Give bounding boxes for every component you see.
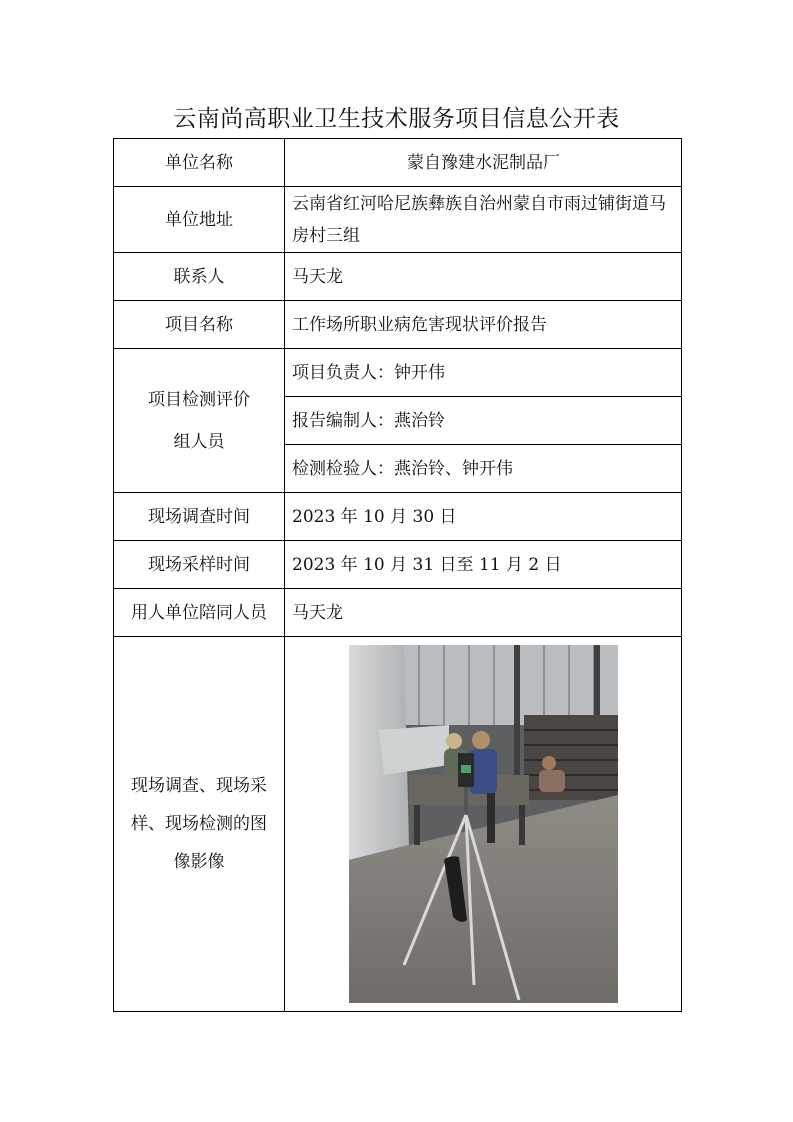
value-contact: 马天龙 [285,253,682,301]
row-project-name [114,301,682,349]
row-survey-time [114,493,682,541]
team-member-1: 项目负责人：钟开伟 [285,349,682,397]
label-unit-name: 单位名称 [114,139,285,187]
photo-cell [285,637,682,1012]
label-project-name: 项目名称 [114,301,285,349]
value-escort: 马天龙 [285,589,682,637]
table-leg [414,805,420,845]
label-team [114,349,285,493]
worker-leg [487,793,495,843]
label-team-line1: 项目检测评价 [148,389,250,410]
page-title: 云南尚高职业卫生技术服务项目信息公开表 [173,106,620,132]
tripod-head [464,787,468,817]
label-escort: 用人单位陪同人员 [114,589,285,637]
label-unit-address: 单位地址 [114,187,285,253]
team-member-2: 报告编制人：燕治铃 [285,397,682,445]
label-images-line1: 现场调查、现场采 [131,776,267,796]
worker-3-head [542,756,556,770]
value-project-name: 工作场所职业病危害现状评价报告 [285,301,682,349]
row-contact [114,253,682,301]
roof-panel [404,645,618,725]
row-images [114,637,682,1012]
value-sampling-time: 2023 年 10 月 31 日至 11 月 2 日 [285,541,682,589]
site-photo [349,645,618,1003]
label-images [114,637,285,1012]
label-images-line2: 样、现场检测的图 [131,814,267,834]
worker-head [472,731,490,749]
row-sampling-time [114,541,682,589]
row-escort [114,589,682,637]
steel-column [514,645,520,775]
value-survey-time: 2023 年 10 月 30 日 [285,493,682,541]
team-member-3: 检测检验人：燕治铃、钟开伟 [285,445,682,493]
row-team-1 [114,349,682,397]
label-survey-time: 现场调查时间 [114,493,285,541]
label-sampling-time: 现场采样时间 [114,541,285,589]
value-unit-name: 蒙自豫建水泥制品厂 [285,139,682,187]
worker-3-body [539,770,565,792]
label-team-line2: 组人员 [173,431,225,452]
row-unit-address [114,187,682,253]
table-leg-2 [519,805,525,845]
value-unit-address: 云南省红河哈尼族彝族自治州蒙自市雨过铺街道马房村三组 [285,187,682,253]
label-contact: 联系人 [114,253,285,301]
label-images-line3: 像影像 [173,852,225,872]
pallet-stack [524,715,618,800]
info-table [113,138,682,1012]
instrument-display [461,765,471,773]
row-unit-name [114,139,682,187]
worker-2-head [446,733,462,749]
